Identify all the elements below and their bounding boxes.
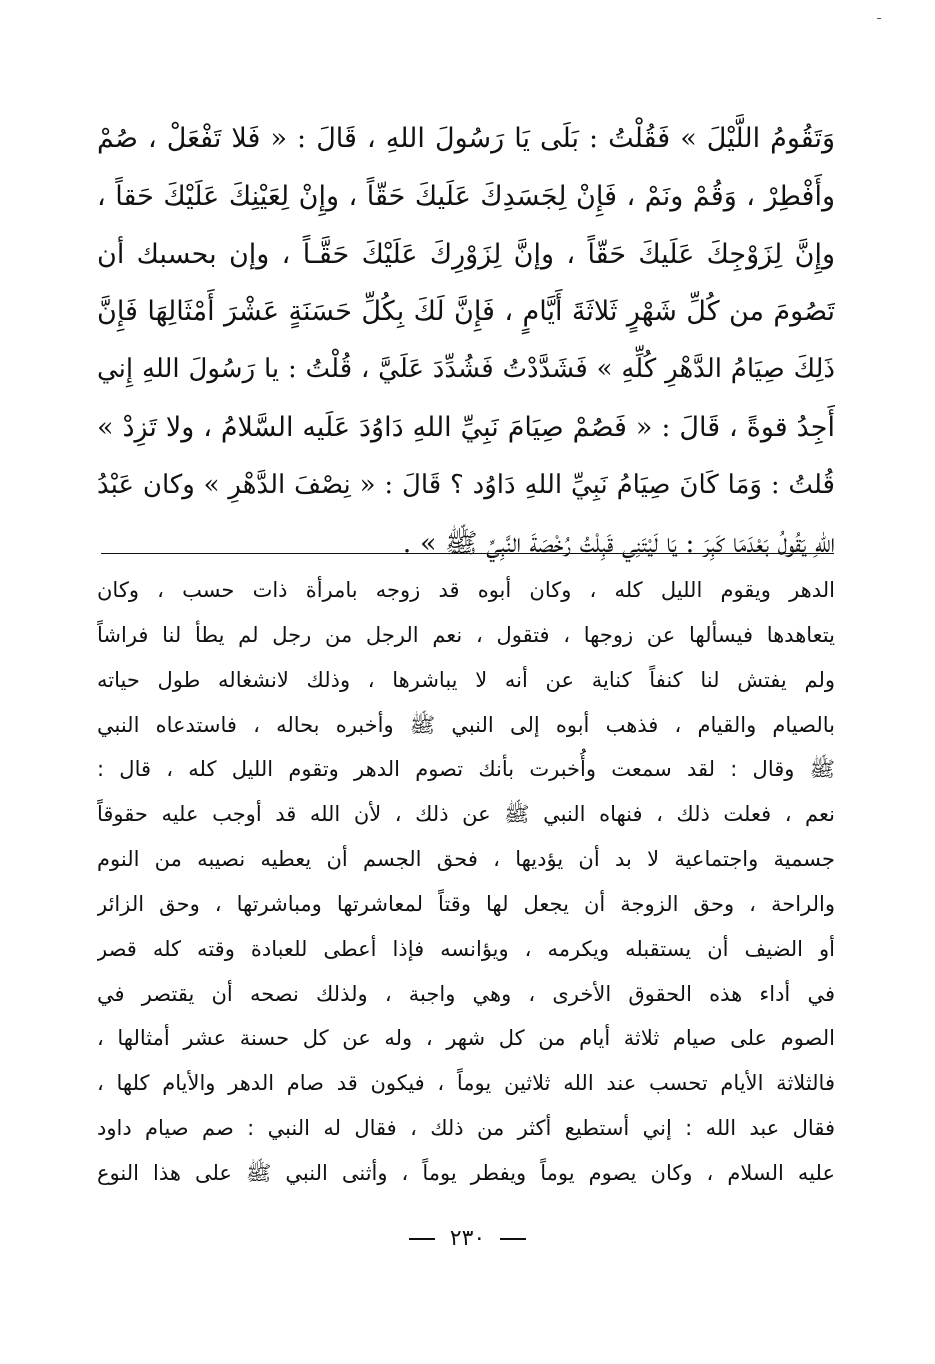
main-text-line: أَجِدُ قوةً ، قَالَ : « فَصُمْ صِيَامَ نَبِيِّ اللهِ دَاوُدَ عَلَيه السَّلامُ ، ولا تَزِدْ » — [97, 411, 835, 443]
main-text-line: قُلتُ : وَمَا كَانَ صِيَامُ نَبِيِّ اللهِ دَاوُد ؟ قَالَ : « نِصْفَ الدَّهْرِ » وكان عَبْدُ — [97, 469, 835, 500]
footnote-divider — [101, 553, 834, 554]
page-number-dash-left — [409, 1238, 435, 1240]
main-text-line: ذَلِكَ صِيَامُ الدَّهْرِ كُلِّهِ » فَشَدَّدْتُ فَشُدِّدَ عَلَيَّ ، قُلْتُ : يا رَسُولَ اللهِ إِني — [97, 354, 835, 385]
footnote-line: يتعاهدها فيسألها عن زوجها ، فتقول ، نعم الرجل من رجل لم يطأ لنا فراشاً — [97, 622, 835, 647]
main-text-line: تَصُومَ من كُلِّ شَهْرٍ ثَلاثَةَ أَيَّامٍ ، فَإِنَّ لَكَ بِكُلِّ حَسَنَةٍ عَشْرَ أَمْثَالِهَا فَإِنَّ — [97, 296, 835, 328]
main-text-line: وَتَقُومُ اللَّيْلَ » فَقُلْتُ : بَلَى يَا رَسُولَ اللهِ ، قَالَ : « فَلا تَفْعَلْ ، صُمْ — [97, 123, 835, 154]
footnote-line: الدهر ويقوم الليل كله ، وكان أبوه قد زوجه بامرأة ذات حسب ، وكان — [97, 578, 835, 602]
page-number-dash-right — [500, 1238, 526, 1240]
footnote-line: فقال عبد الله : إني أستطيع أكثر من ذلك ، فقال له النبي : صم صيام داود — [97, 1116, 835, 1141]
footnote-line: الصوم على صيام ثلاثة أيام من كل شهر ، وله عن كل حسنة عشر أمثالها ، — [97, 1026, 835, 1051]
page-number-footer — [0, 1222, 935, 1256]
scan-mark — [877, 18, 881, 19]
footnote-line: والراحة ، وحق الزوجة أن يجعل لها وقتاً لمعاشرتها ومباشرتها ، وحق الزائر — [97, 891, 835, 916]
footnote-line: فالثلاثة الأيام تحسب عند الله ثلاثين يوماً ، فيكون قد صام الدهر والأيام كلها ، — [97, 1071, 835, 1096]
footnote-line: ولم يفتش لنا كنفاً كناية عن أنه لا يباشرها ، وذلك لانشغاله طول حياته — [97, 667, 835, 692]
footnote-line: في أداء هذه الحقوق الأخرى ، وهي واجبة ، ولذلك نصحه أن يقتصر في — [97, 981, 835, 1006]
footnote-line: نعم ، فعلت ذلك ، فنهاه النبي ﷺ عن ذلك ، لأن الله قد أوجب عليه حقوقاً — [97, 802, 835, 827]
footnote-line: أو الضيف أن يستقبله ويكرمه ، ويؤانسه فإذا أعطى للعبادة وقته كله قصر — [97, 936, 835, 961]
main-text-block — [97, 110, 835, 572]
footnote-line: جسمية واجتماعية لا بد أن يؤديها ، فحق الجسم أن يعطيه نصيبه من النوم — [97, 847, 835, 872]
main-text-line: وأَفْطِرْ ، وَقُمْ ونَمْ ، فَإِنْ لِجَسَدِكَ عَلَيكَ حَقّاً ، وإِنْ لِعَيْنِكَ عَلَيْكَ حَقاً ، — [97, 180, 835, 212]
footnote-line: عليه السلام ، وكان يصوم يوماً ويفطر يوماً ، وأثنى النبي ﷺ على هذا النوع — [97, 1160, 835, 1185]
page-number: ٢٣٠ — [449, 1226, 486, 1251]
footnote-block — [97, 568, 835, 1196]
main-text-line: اللهِ يَقُولُ بَعْدَمَا كَبِرَ : يَا لَيْتَنِي قَبِلْتُ رُخْصَةَ النَّبِيِّ ﷺ » . — [402, 527, 835, 559]
main-text-line: وإِنَّ لِزَوْجِكَ عَلَيكَ حَقّاً ، وإنَّ لِزَوْرِكَ عَلَيْكَ حَقَّـاً ، وإن بحسبك أن — [97, 238, 835, 270]
footnote-line: ﷺ وقال : لقد سمعت وأُخبرت بأنك تصوم الدهر وتقوم الليل كله ، قال : — [97, 757, 835, 782]
footnote-line: بالصيام والقيام ، فذهب أبوه إلى النبي ﷺ وأخبره بحاله ، فاستدعاه النبي — [97, 712, 835, 737]
